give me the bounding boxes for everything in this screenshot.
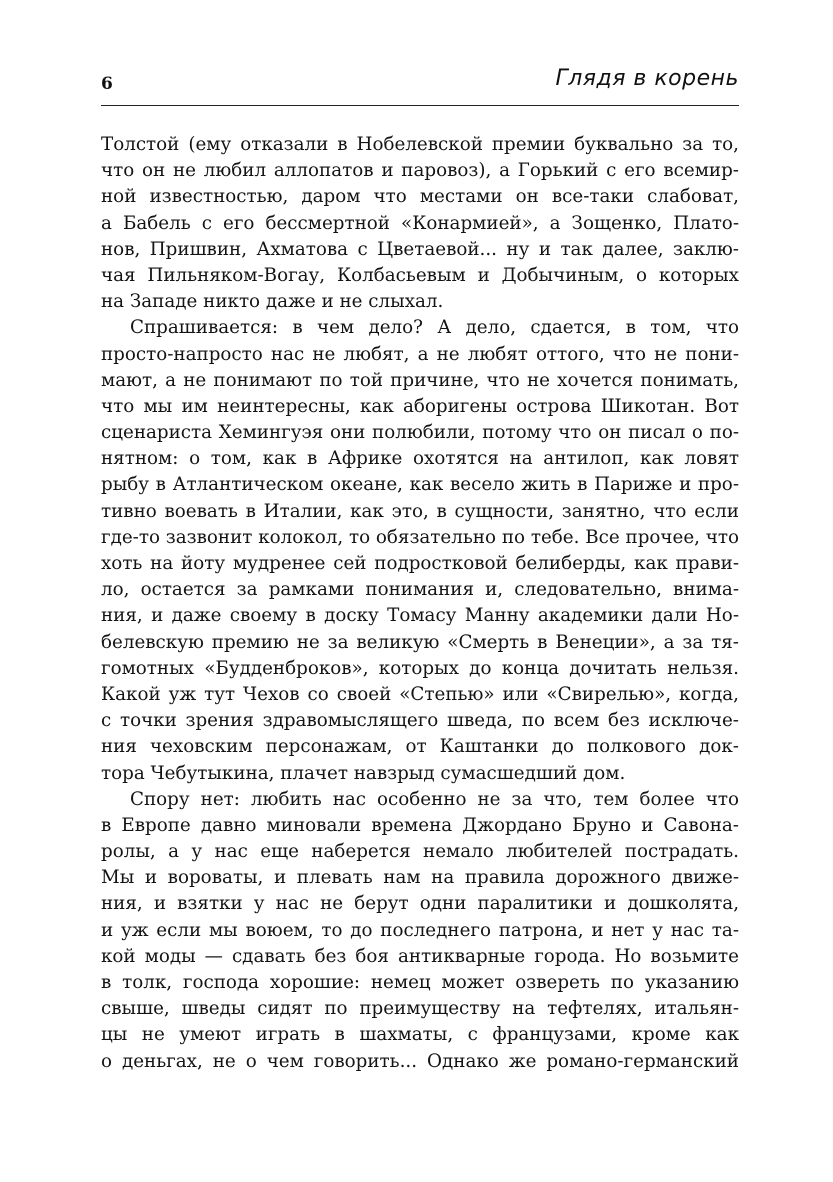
text-line: на Западе никто даже и не слыхал. — [101, 291, 444, 313]
page-number: 6 — [101, 74, 113, 94]
text-line: нов, Пришвин, Ахматова с Цветаевой... ну и так далее, заклю- — [101, 238, 739, 260]
text-line: мают, а не понимают по той причине, что не хочется понимать, — [101, 369, 739, 391]
text-line: в толк, господа хорошие: немец может озвереть по указанию — [101, 972, 739, 993]
text-line: ролы, а у нас еще наберется немало любителей пострадать. — [101, 841, 739, 863]
text-line: Спрашивается: в чем дело? А дело, сдается, в том, что — [130, 317, 739, 339]
text-line: что он не любил аллопатов и паровоз), а Горький с его всемир- — [101, 160, 739, 182]
text-line: гомотных «Будденброков», которых до конца дочитать нельзя. — [101, 657, 739, 679]
text-line: кой моды — сдавать без боя антикварные города. Но возьмите — [101, 945, 739, 967]
text-line: о деньгах, не о чем говорить... Однако же романо-германский — [101, 1050, 739, 1072]
text-line: свыше, шведы сидят по преимуществу на тефтелях, итальян- — [101, 998, 739, 1020]
text-line: Спору нет: любить нас особенно не за что, тем более что — [130, 788, 739, 810]
text-line: чая Пильняком-Вогау, Колбасьевым и Добычиным, о которых — [101, 264, 739, 286]
text-line: сценариста Хемингуэя они полюбили, потому что он писал о по- — [101, 422, 739, 444]
text-line: Толстой (ему отказали в Нобелевской премии буквально за то, — [101, 134, 739, 155]
text-line: а Бабель с его бессмертной «Конармией», а Зощенко, Плато- — [101, 212, 739, 234]
text-line: белевскую премию не за великую «Смерть в Венеции», а за тя- — [101, 631, 739, 653]
text-line: нятном: о том, как в Африке охотятся на антилоп, как ловят — [101, 448, 739, 470]
text-line: где-то зазвонит колокол, то обязательно по тебе. Все прочее, что — [101, 526, 739, 548]
text-line: тивно воевать в Италии, как это, в сущности, занятно, что если — [101, 500, 739, 522]
text-line: ния чеховским персонажам, от Каштанки до полкового док- — [101, 736, 739, 758]
text-line: с точки зрения здравомыслящего шведа, по всем без исключе- — [101, 710, 739, 732]
text-line: ния, и взятки у нас не берут одни паралитики и дошколята, — [101, 893, 739, 915]
text-line: просто-напросто нас не любят, а не любят оттого, что не пони- — [101, 343, 739, 365]
text-line: что мы им неинтересны, как аборигены острова Шикотан. Вот — [101, 395, 739, 417]
header-rule — [101, 105, 739, 106]
page-header — [101, 66, 739, 110]
text-line: и уж если мы воюем, то до последнего патрона, и нет у нас та- — [101, 919, 739, 941]
text-line: рыбу в Атлантическом океане, как весело жить в Париже и про- — [101, 474, 739, 496]
text-line: ной известностью, даром что местами он все-таки слабоват, — [101, 186, 739, 208]
running-title: Глядя в корень — [555, 66, 739, 91]
text-line: Какой уж тут Чехов со своей «Степью» или «Свирелью», когда, — [101, 683, 739, 705]
body-text — [101, 132, 739, 1075]
text-line: тора Чебутыкина, плачет навзрыд сумасшедший дом. — [101, 762, 626, 784]
text-line: хоть на йоту мудренее сей подростковой белиберды, как прави- — [101, 553, 739, 574]
text-line: ло, остается за рамками понимания и, следовательно, внима- — [101, 579, 739, 601]
text-line: ния, и даже своему в доску Томасу Манну академики дали Но- — [101, 605, 739, 627]
text-line: Мы и вороваты, и плевать нам на правила дорожного движе- — [101, 867, 739, 889]
text-line: цы не умеют играть в шахматы, с французами, кроме как — [101, 1024, 739, 1046]
text-line: в Европе давно миновали времена Джордано Бруно и Савона- — [101, 814, 739, 836]
